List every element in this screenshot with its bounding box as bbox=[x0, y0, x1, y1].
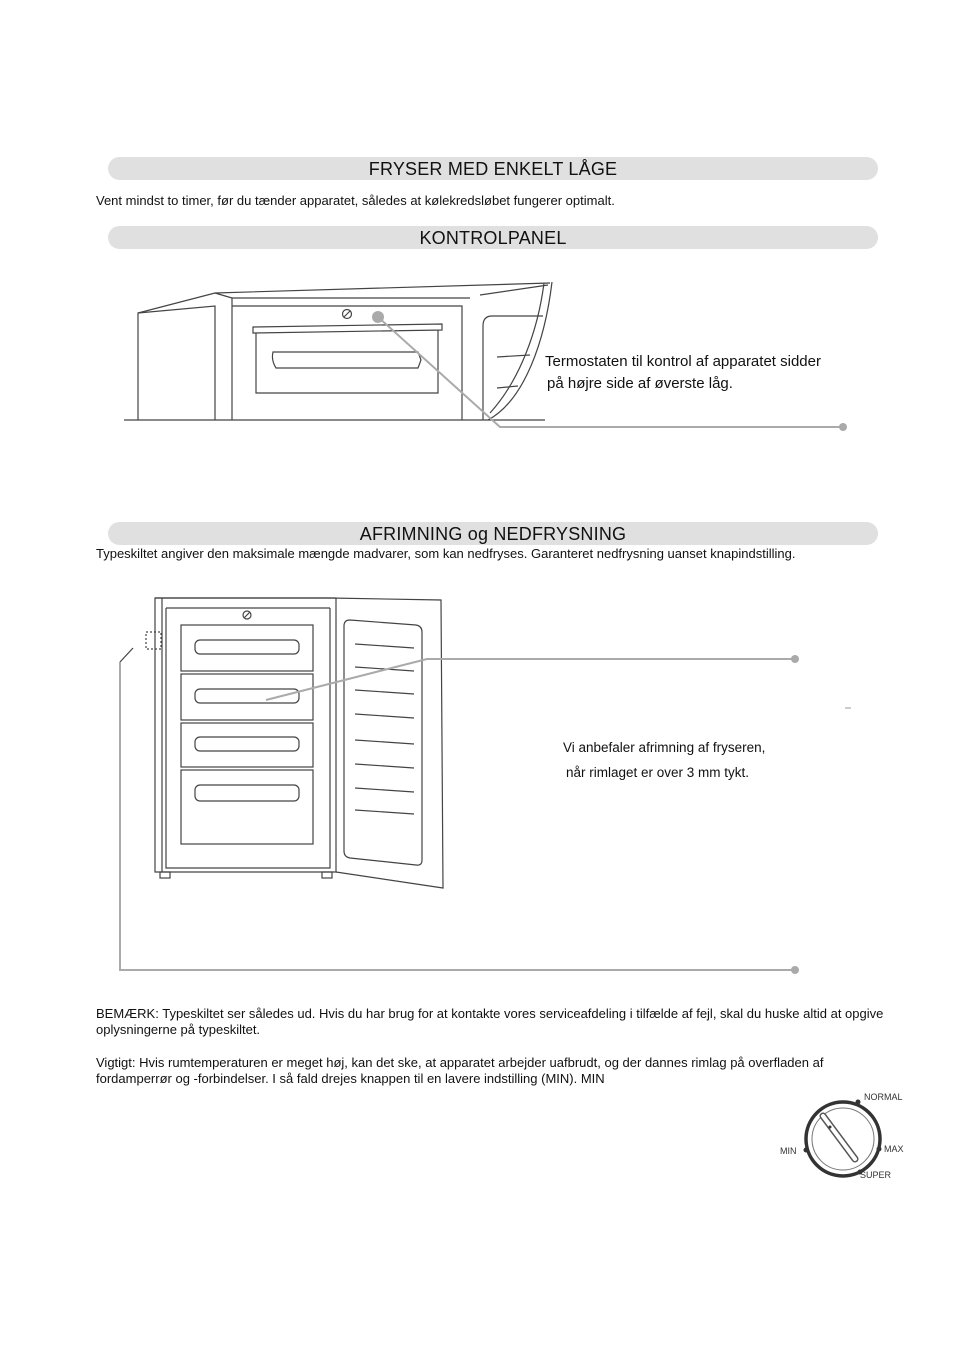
section-header-defrost: AFRIMNING og NEDFRYSNING bbox=[108, 522, 878, 545]
dial-label-min: MIN bbox=[780, 1146, 797, 1156]
dial-label-super: SUPER bbox=[860, 1170, 892, 1180]
thermostat-callout-line-1: Termostaten til kontrol af apparatet sidder bbox=[545, 353, 821, 370]
section-header-control-panel: KONTROLPANEL bbox=[108, 226, 878, 249]
control-panel-illustration bbox=[124, 282, 552, 420]
freezer-intro-text: Vent mindst to timer, før du tænder apparatet, således at kølekredsløbet fungerer optimalt. bbox=[96, 193, 615, 208]
dial-label-normal: NORMAL bbox=[864, 1092, 903, 1102]
defrost-intro-text: Typeskiltet angiver den maksimale mængde madvarer, som kan nedfryses. Garanteret nedfrysning uanset knapindstilling. bbox=[96, 546, 796, 561]
note-paragraph: BEMÆRK: Typeskiltet ser således ud. Hvis du har brug for at kontakte vores serviceafdeling i tilfælde af fejl, skal du huske altid at opgive oplysningerne på typeskiltet. bbox=[96, 1006, 884, 1037]
section-header-freezer: FRYSER MED ENKELT LÅGE bbox=[108, 157, 878, 180]
dial-label-max: MAX bbox=[884, 1144, 904, 1154]
defrost-callout-line-2: når rimlaget er over 3 mm tykt. bbox=[566, 765, 750, 780]
thermostat-callout-line-2: på højre side af øverste låg. bbox=[547, 375, 733, 392]
thermostat-callout-text bbox=[545, 351, 821, 395]
defrost-callout-text bbox=[563, 735, 765, 785]
thermostat-dial-icon bbox=[780, 1092, 904, 1180]
rating-plate-callout-line bbox=[120, 662, 799, 974]
important-paragraph: Vigtigt: Hvis rumtemperaturen er meget høj, kan det ske, at apparatet arbejder uafbrudt, og der dannes rimlag på overfladen af fordamperrør og -forbindelser. I så fald drejes knappen til en lavere indstilling (MIN). MIN bbox=[96, 1055, 824, 1086]
defrost-callout-line-1: Vi anbefaler afrimning af fryseren, bbox=[563, 740, 766, 755]
freezer-illustration bbox=[120, 598, 443, 888]
defrost-callout-line bbox=[266, 655, 799, 700]
